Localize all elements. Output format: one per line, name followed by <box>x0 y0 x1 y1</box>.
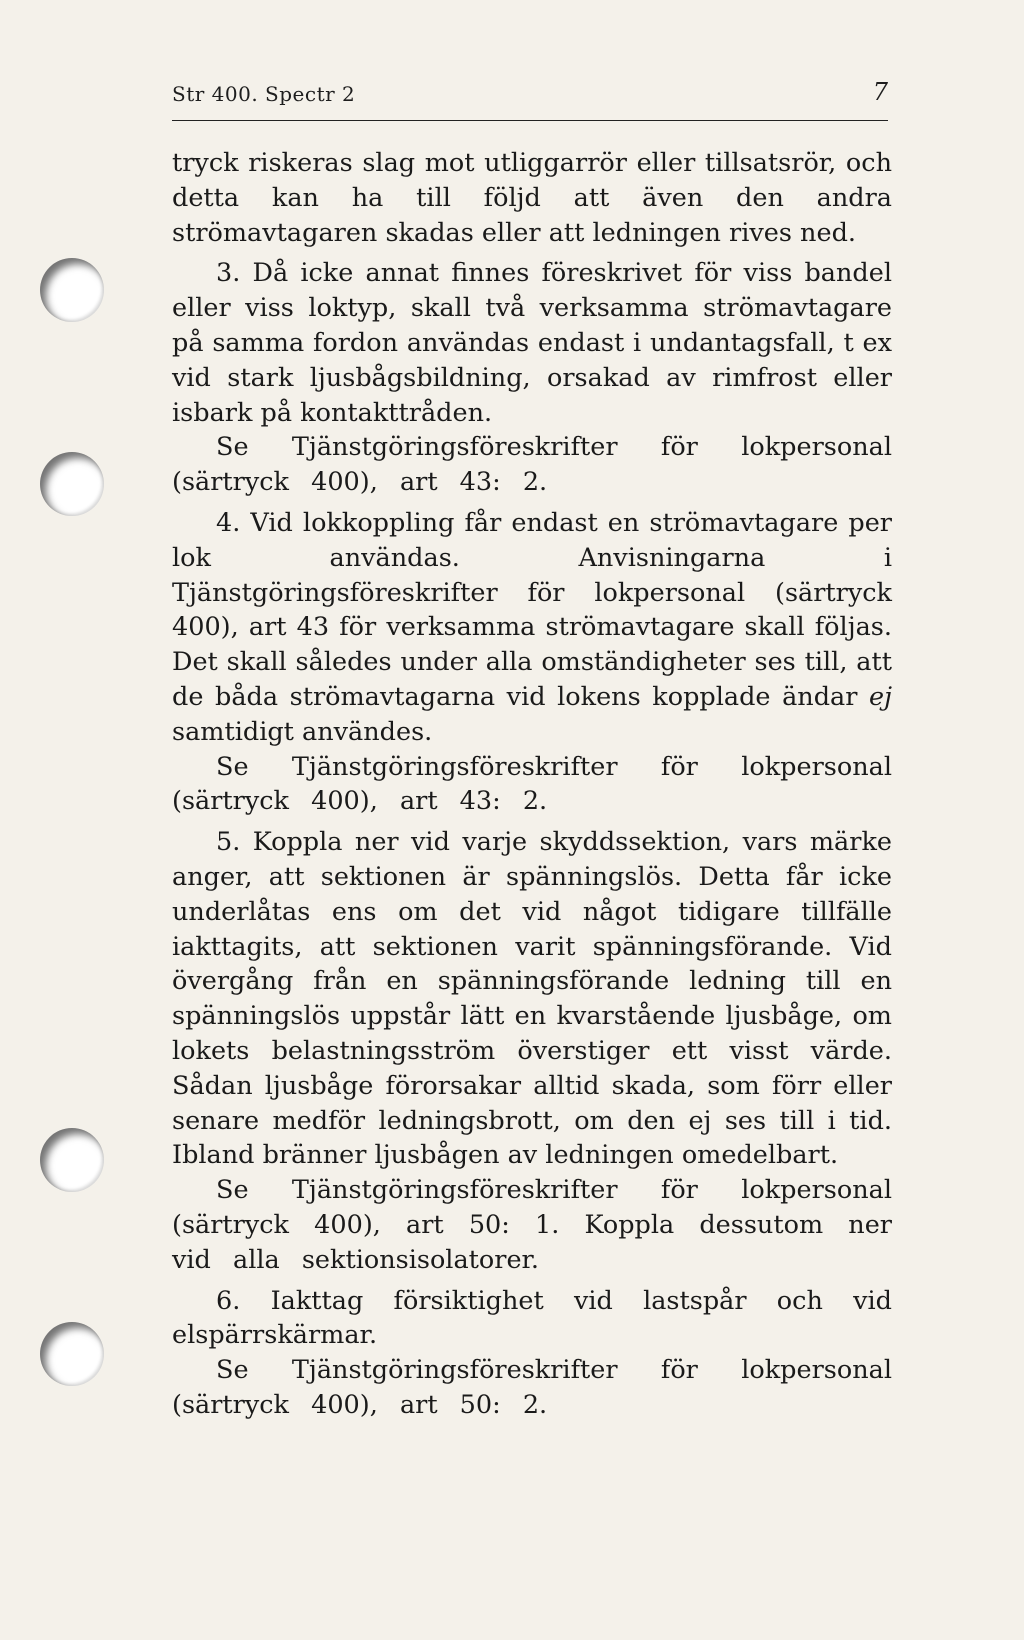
punch-hole <box>40 452 104 516</box>
page-header <box>172 78 888 121</box>
paragraph-continuation: tryck riskeras slag mot utliggarrör eller tillsatsrör, och detta kan ha till följd att även den andra strömavtagaren skadas eller att ledningen rives ned. <box>172 148 892 248</box>
paragraph-6: 6. Iakttag försiktighet vid lastspår och vid elspärrskärmar. <box>172 1285 892 1351</box>
paragraph-4 <box>172 506 892 750</box>
paragraph-3: 3. Då icke annat finnes föreskrivet för viss bandel eller viss loktyp, skall två verksamma strömavtagare på samma fordon användas endast i undantagsfall, t ex vid stark ljusbågsbildning, orsakad av rimfrost eller isbark på kontakttråden. <box>172 258 892 428</box>
paragraph-4-text: 4. Vid lokkoppling får endast en strömavtagare per lok användas. Anvisningarna i Tjänstgöringsföreskrifter för lokpersonal (särtryck 400), art 43 för verksamma strömavtagare skall följas. Det skall således under alla omständigheter ses till, att de båda strömavtagarna vid lokens kopplade ändar <box>172 507 892 712</box>
reference-5: Se Tjänstgöringsföreskrifter för lokpersonal (särtryck 400), art 50: 1. Koppla dessutom ner vid alla sektionsisolatorer. <box>172 1175 892 1275</box>
paragraph-5: 5. Koppla ner vid varje skyddssektion, vars märke anger, att sektionen är spänningslös. Detta får icke underlåtas ens om det vid något tidigare tillfälle iakttagits, att sektionen varit spänningsförande. Vid övergång från en spänningsförande ledning till en spänningslös uppstår lätt en kvarstående ljusbåge, om lokets belastningsström överstiger ett visst värde. Sådan ljusbåge förorsakar alltid skada, som förr eller senare medför ledningsbrott, om den ej ses till i tid. Ibland bränner ljusbågen av ledningen omedelbart. <box>172 827 892 1171</box>
reference-6: Se Tjänstgöringsföreskrifter för lokpersonal (särtryck 400), art 50: 2. <box>172 1355 892 1420</box>
punch-hole <box>40 1128 104 1192</box>
reference-4: Se Tjänstgöringsföreskrifter för lokpersonal (särtryck 400), art 43: 2. <box>172 751 892 817</box>
punch-hole <box>40 258 104 322</box>
punch-hole <box>40 1322 104 1386</box>
reference-3: Se Tjänstgöringsföreskrifter för lokpersonal (särtryck 400), art 43: 2. <box>172 432 892 498</box>
header-title: Str 400. Spectr 2 <box>172 82 356 106</box>
paragraph-4-emphasis: ej <box>869 681 892 712</box>
page-body <box>172 146 892 1423</box>
paragraph-4-text-end: samtidigt användes. <box>172 716 433 747</box>
page-number: 7 <box>872 78 888 106</box>
